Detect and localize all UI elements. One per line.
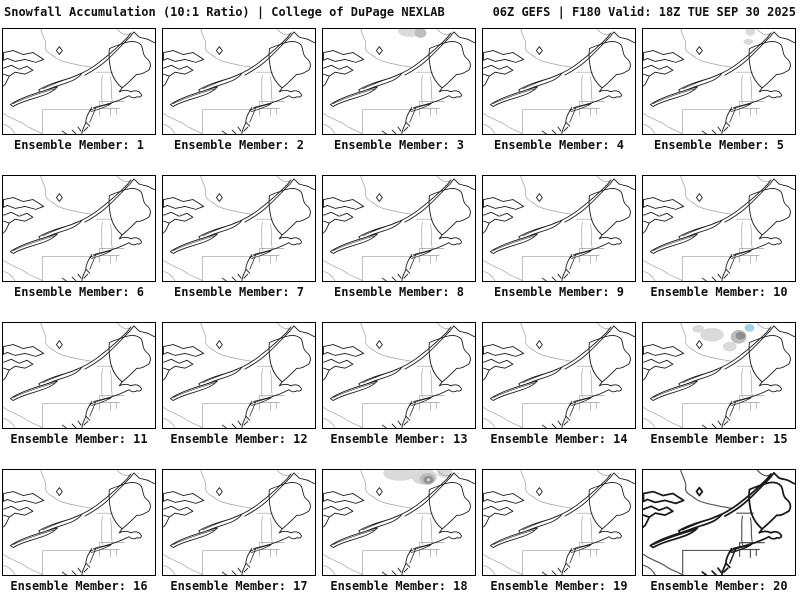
ensemble-panel-4: [482, 28, 636, 152]
map-canvas: [323, 176, 475, 281]
map-canvas: [643, 29, 795, 134]
model-run-valid-time: 06Z GEFS | F180 Valid: 18Z TUE SEP 30 2025: [492, 5, 796, 19]
ensemble-panel-3: [322, 28, 476, 152]
map-canvas: [643, 470, 795, 575]
map-canvas: [163, 176, 315, 281]
map-canvas: [643, 176, 795, 281]
ensemble-panel-1: [2, 28, 156, 152]
ensemble-panel-19: [482, 469, 636, 593]
ensemble-panel-7: [162, 175, 316, 299]
ensemble-panel-15: [642, 322, 796, 446]
ensemble-panel-17: [162, 469, 316, 593]
snowfall-map: [642, 469, 796, 576]
panel-label: Ensemble Member: 4: [493, 138, 625, 152]
snowfall-map: [2, 469, 156, 576]
map-canvas: [483, 29, 635, 134]
ensemble-panel-20: [642, 469, 796, 593]
panel-label: Ensemble Member: 2: [173, 138, 305, 152]
ensemble-panel-6: [2, 175, 156, 299]
panel-label: Ensemble Member: 19: [490, 579, 628, 593]
ensemble-panel-9: [482, 175, 636, 299]
snowfall-map: [2, 322, 156, 429]
snowfall-map: [482, 28, 636, 135]
map-canvas: [483, 470, 635, 575]
snowfall-map: [162, 322, 316, 429]
panel-label: Ensemble Member: 12: [170, 432, 308, 446]
snowfall-map: [162, 175, 316, 282]
snowfall-map: [162, 28, 316, 135]
panel-label: Ensemble Member: 7: [173, 285, 305, 299]
map-canvas: [163, 323, 315, 428]
panel-label: Ensemble Member: 11: [10, 432, 148, 446]
panel-label: Ensemble Member: 8: [333, 285, 465, 299]
map-canvas: [3, 29, 155, 134]
panel-label: Ensemble Member: 1: [13, 138, 145, 152]
panel-label: Ensemble Member: 20: [650, 579, 788, 593]
snowfall-map: [2, 28, 156, 135]
snowfall-map: [322, 175, 476, 282]
snowfall-map: [642, 322, 796, 429]
product-title: Snowfall Accumulation (10:1 Ratio) | College of DuPage NEXLAB: [4, 5, 445, 19]
panel-label: Ensemble Member: 15: [650, 432, 788, 446]
panel-label: Ensemble Member: 14: [490, 432, 628, 446]
ensemble-panel-2: [162, 28, 316, 152]
panel-label: Ensemble Member: 17: [170, 579, 308, 593]
map-canvas: [323, 470, 475, 575]
map-canvas: [3, 323, 155, 428]
map-canvas: [163, 29, 315, 134]
panel-label: Ensemble Member: 13: [330, 432, 468, 446]
map-canvas: [483, 323, 635, 428]
panel-label: Ensemble Member: 16: [10, 579, 148, 593]
snowfall-map: [642, 175, 796, 282]
map-canvas: [3, 470, 155, 575]
map-canvas: [163, 470, 315, 575]
ensemble-panel-grid: [2, 28, 798, 593]
map-canvas: [483, 176, 635, 281]
ensemble-panel-16: [2, 469, 156, 593]
snowfall-map: [322, 322, 476, 429]
snowfall-map: [482, 469, 636, 576]
ensemble-panel-14: [482, 322, 636, 446]
ensemble-panel-8: [322, 175, 476, 299]
snowfall-shading: [744, 29, 756, 45]
ensemble-panel-13: [322, 322, 476, 446]
map-canvas: [323, 323, 475, 428]
map-canvas: [323, 29, 475, 134]
panel-label: Ensemble Member: 18: [330, 579, 468, 593]
snowfall-map: [2, 175, 156, 282]
panel-label: Ensemble Member: 10: [650, 285, 788, 299]
snowfall-map: [482, 175, 636, 282]
map-canvas: [643, 323, 795, 428]
ensemble-panel-5: [642, 28, 796, 152]
ensemble-panel-11: [2, 322, 156, 446]
title-bar: [0, 5, 800, 23]
snowfall-shading: [398, 29, 426, 38]
panel-label: Ensemble Member: 6: [13, 285, 145, 299]
ensemble-panel-10: [642, 175, 796, 299]
ensemble-panel-18: [322, 469, 476, 593]
panel-label: Ensemble Member: 9: [493, 285, 625, 299]
snowfall-shading: [693, 324, 755, 351]
map-canvas: [3, 176, 155, 281]
snowfall-map: [162, 469, 316, 576]
snowfall-map: [322, 469, 476, 576]
snowfall-map: [482, 322, 636, 429]
snowfall-map: [322, 28, 476, 135]
panel-label: Ensemble Member: 3: [333, 138, 465, 152]
snowfall-map: [642, 28, 796, 135]
panel-label: Ensemble Member: 5: [653, 138, 785, 152]
snowfall-shading: [383, 470, 453, 485]
ensemble-panel-12: [162, 322, 316, 446]
